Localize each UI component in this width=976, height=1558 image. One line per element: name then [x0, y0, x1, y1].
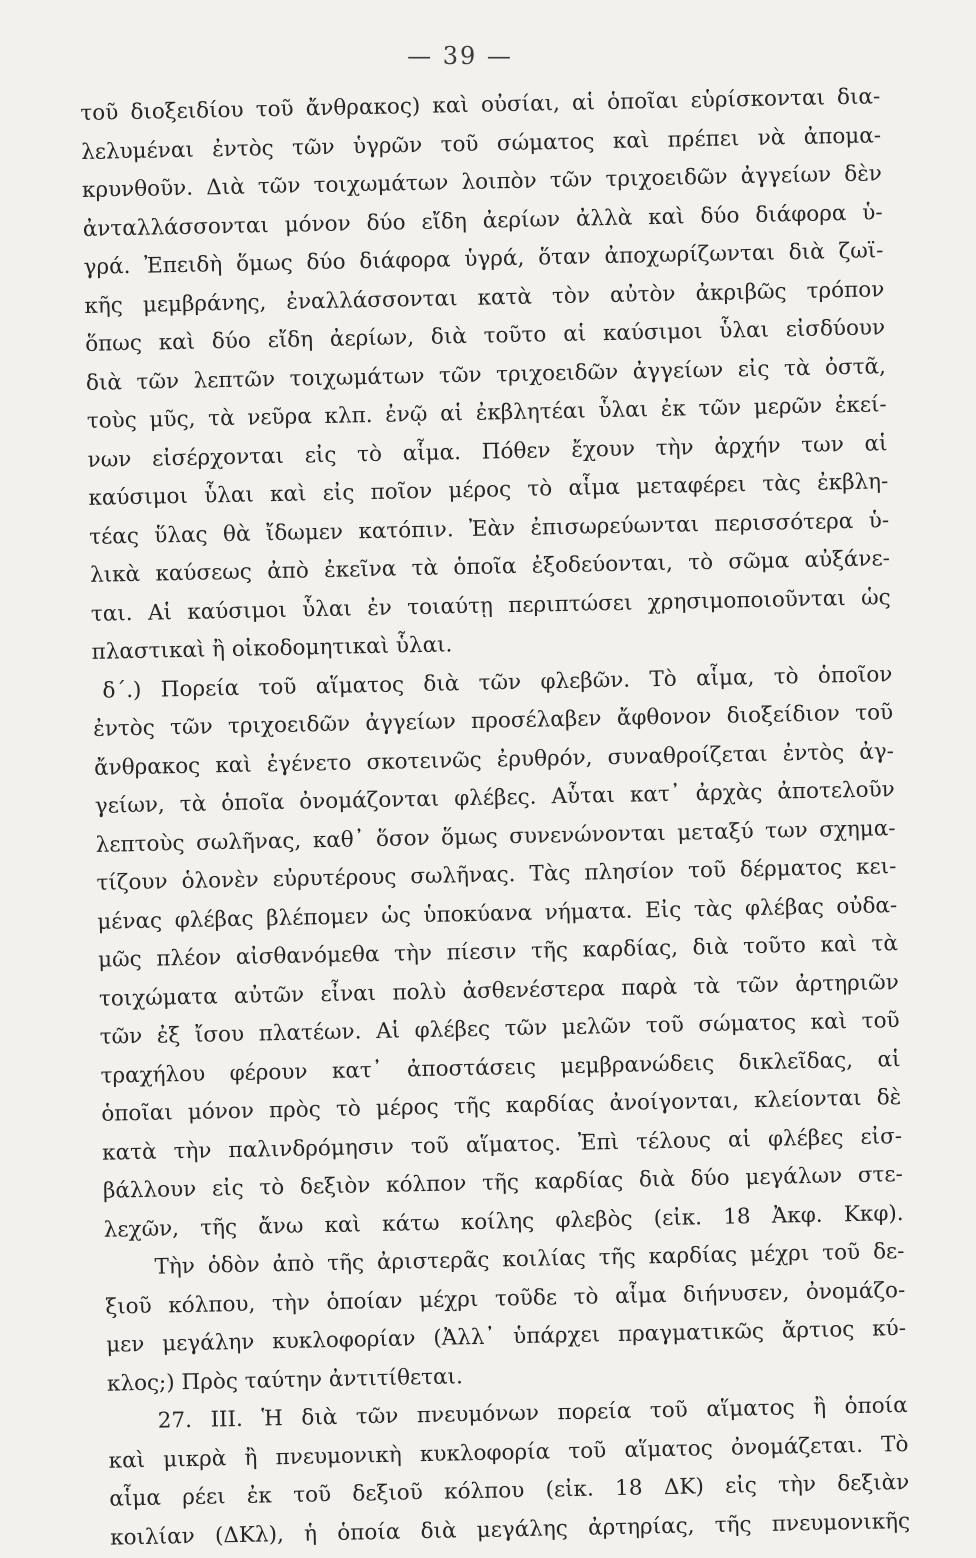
text-line: κοιλίαν (ΔΚλ), ἡ ὁποία διὰ μεγάλης ἀρτηρίας, τῆς πνευμονικῆς	[109, 1508, 911, 1551]
text-line: ἄνθρακος καὶ ἐγένετο σκοτεινῶς ἐρυθρόν, συναθροίζεται ἐντὸς ἀγ-	[93, 738, 895, 781]
text-line: λικὰ καύσεως ἀπὸ ἐκεῖνα τὰ ὁποῖα ἐξοδεύονται, τὸ σῶμα αὐξάνε-	[89, 546, 891, 588]
text-line: ἀνταλλάσσονται μόνον δύο εἴδη ἀερίων ἀλλὰ καὶ δύο διάφορα ὑ-	[82, 199, 883, 242]
text-line: 27. ΙΙΙ. Ἡ διὰ τῶν πνευμόνων πορεία τοῦ αἵματος ἢ ὁποία	[157, 1392, 908, 1434]
text-line: τοιχώματα αὐτῶν εἶναι πολὺ ἀσθενέστερα παρὰ τὰ τῶν ἀρτηριῶν	[98, 969, 900, 1012]
text-line: τοῦ διοξειδίου τοῦ ἄνθρακος) καὶ οὐσίαι, αἱ ὁποῖαι εὑρίσκονται δια-	[80, 84, 881, 126]
text-line: τοὺς μῦς, τὰ νεῦρα κλπ. ἐνῷ αἱ ἐκβλητέαι ὗλαι ἐκ τῶν μερῶν ἐκεί-	[86, 392, 887, 434]
text-line: ται. Αἱ καύσιμοι ὗλαι ἐν τοιαύτῃ περιπτώσει χρησιμοποιοῦνται ὡς	[90, 584, 891, 627]
text-line: αἷμα ρέει ἐκ τοῦ δεξιοῦ κόλπου (εἰκ. 18 ΔΚ) εἰς τὴν δεξιὰν	[109, 1469, 910, 1512]
text-line: γρά. Ἐπειδὴ ὅμως δύο διάφορα ὑγρά, ὅταν ἀποχωρίζωνται διὰ ζωϊ-	[83, 238, 884, 280]
text-line: μεν μεγάλην κυκλοφορίαν (Ἀλλ᾽ ὑπάρχει πραγματικῶς ἄρτιος κύ-	[105, 1315, 907, 1358]
text-line: ξιοῦ κόλπου, τὴν ὁποίαν μέχρι τοῦδε τὸ αἷμα διήνυσεν, ὀνομάζο-	[105, 1277, 906, 1320]
text-line: διὰ τῶν λεπτῶν τοιχωμάτων τῶν τριχοειδῶν ἀγγείων εἰς τὰ ὀστᾶ,	[85, 353, 887, 396]
text-line: τῶν ἐξ ἴσου πλατέων. Αἱ φλέβες τῶν μελῶν τοῦ σώματος καὶ τοῦ	[99, 1008, 900, 1050]
text-line: Τὴν ὁδὸν ἀπὸ τῆς ἀριστερᾶς κοιλίας τῆς καρδίας μέχρι τοῦ δε-	[154, 1238, 905, 1280]
text-line: πλαστικαὶ ἢ οἰκοδομητικαὶ ὗλαι.	[91, 632, 453, 665]
text-line: κατὰ τὴν παλινδρόμησιν τοῦ αἵματος. Ἐπὶ τέλους αἱ φλέβες εἰσ-	[101, 1123, 903, 1166]
text-line: δ΄.) Πορεία τοῦ αἵματος διὰ τῶν φλεβῶν. Τὸ αἷμα, τὸ ὁποῖον	[102, 661, 893, 704]
text-line: κλος;) Πρὸς ταύτην ἀντιτίθεται.	[106, 1363, 464, 1397]
text-line: γείων, τὰ ὁποῖα ὀνομάζονται φλέβες. Αὗται κατ᾽ ἀρχὰς ἀποτελοῦν	[94, 777, 895, 819]
text-line: τραχήλου φέρουν κατ᾽ ἀποστάσεις μεμβρανώδεις δικλεῖδας, αἱ	[100, 1046, 901, 1089]
text-line: τίζουν ὁλονὲν εὐρυτέρους σωλῆνας. Τὰς πλησίον τοῦ δέρματος κει-	[96, 854, 897, 896]
text-line: ἐντὸς τῶν τριχοειδῶν ἀγγείων προσέλαβεν ἄφθονον διοξείδιον τοῦ	[93, 700, 894, 742]
text-line: βάλλουν εἰς τὸ δεξιὸν κόλπον τῆς καρδίας διὰ δύο μεγάλων στε-	[102, 1162, 904, 1204]
text-line: καὶ μικρὰ ἢ πνευμονικὴ κυκλοφορία τοῦ αἵματος ὀνομάζεται. Τὸ	[108, 1431, 909, 1474]
text-line: μένας φλέβας βλέπομεν ὡς ὑποκύανα νήματα. Εἰς τὰς φλέβας οὐδα-	[97, 892, 898, 935]
text-line: κῆς μεμβράνης, ἐναλλάσσονται κατὰ τὸν αὐτὸν ἀκριβῶς τρόπον	[84, 276, 885, 319]
text-line: ὅπως καὶ δύο εἴδη ἀερίων, διὰ τοῦτο αἱ καύσιμοι ὗλαι εἰσδύουν	[84, 315, 886, 357]
text-line: λεπτοὺς σωλῆνας, καθ᾽ ὅσον ὅμως συνενώνονται μεταξύ των σχημα-	[95, 815, 896, 858]
text-line: ὁποῖαι μόνον πρὸς τὸ μέρος τῆς καρδίας ἀνοίγονται, κλείονται δὲ	[101, 1085, 902, 1127]
text-line: λελυμέναι ἐντὸς τῶν ὑγρῶν τοῦ σώματος καὶ πρέπει νὰ ἀπομα-	[80, 122, 882, 165]
text-line: κρυνθοῦν. Διὰ τῶν τοιχωμάτων λοιπὸν τῶν τριχοειδῶν ἀγγείων δὲν	[81, 161, 883, 203]
text-line: καύσιμοι ὗλαι καὶ εἰς ποῖον μέρος τὸ αἷμα μεταφέρει τὰς ἐκβλη-	[88, 469, 889, 511]
page-number: — 39 —	[407, 42, 513, 70]
text-line: τέας ὕλας θὰ ἴδωμεν κατόπιν. Ἐὰν ἐπισωρεύωνται περισσότερα ὑ-	[88, 507, 890, 550]
text-line: λεχῶν, τῆς ἄνω καὶ κάτω κοίλης φλεβὸς (εἰκ. 18 Ἀκφ. Κκφ).	[103, 1200, 904, 1243]
text-line: νων εἰσέρχονται εἰς τὸ αἷμα. Πόθεν ἔχουν τὴν ἀρχήν των αἱ	[87, 430, 888, 473]
body-text	[80, 78, 910, 1557]
text-line: μῶς πλέον αἰσθανόμεθα τὴν πίεσιν τῆς καρδίας, διὰ τοῦτο καὶ τὰ	[97, 931, 899, 973]
